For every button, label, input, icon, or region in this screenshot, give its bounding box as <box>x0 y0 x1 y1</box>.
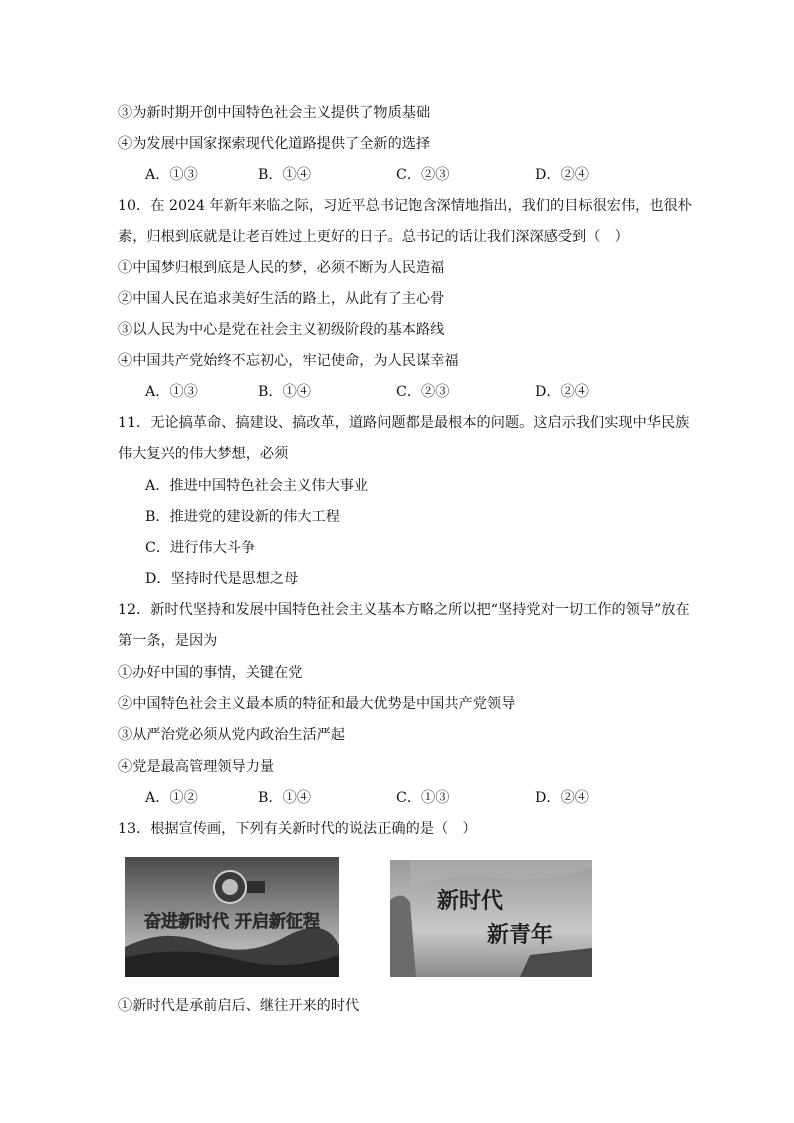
q9-option-d[interactable]: D．②④ <box>535 167 589 183</box>
poster-2-image <box>390 860 592 977</box>
q12-stem-line-2: 第一条，是因为 <box>118 633 218 649</box>
poster-2-line-2: 新青年 <box>486 923 554 948</box>
q10-item-3: ③以人民为中心是党在社会主义初级阶段的基本路线 <box>118 322 445 338</box>
q9-item-3: ③为新时期开创中国特色社会主义提供了物质基础 <box>118 105 431 121</box>
q12-option-d[interactable]: D．②④ <box>535 790 589 806</box>
q9-option-a[interactable]: A．①③ <box>145 167 198 183</box>
q10-item-2: ②中国人民在追求美好生活的路上，从此有了主心骨 <box>118 291 445 307</box>
q10-option-b[interactable]: B．①④ <box>258 384 311 400</box>
q12-item-3: ③从严治党必须从党内政治生活严起 <box>118 727 346 743</box>
poster-2-line-1: 新时代 <box>436 889 504 914</box>
q12-stem-line-1: 12．新时代坚持和发展中国特色社会主义基本方略之所以把“坚持党对一切工作的领导”放在 <box>118 602 690 618</box>
poster-1-slogan: 奋进新时代 开启新征程 <box>144 912 320 932</box>
q12-option-c[interactable]: C．①③ <box>396 790 450 806</box>
q9-option-c[interactable]: C．②③ <box>396 167 450 183</box>
q10-option-a[interactable]: A．①③ <box>145 384 198 400</box>
q10-item-1: ①中国梦归根到底是人民的梦，必须不断为人民造福 <box>118 260 445 276</box>
q11-option-a[interactable]: A．推进中国特色社会主义伟大事业 <box>145 478 369 494</box>
q12-option-b[interactable]: B．①④ <box>258 790 311 806</box>
q11-option-b[interactable]: B．推进党的建设新的伟大工程 <box>145 509 340 525</box>
q12-item-1: ①办好中国的事情，关键在党 <box>118 665 303 681</box>
q12-item-2: ②中国特色社会主义最本质的特征和最大优势是中国共产党领导 <box>118 696 516 712</box>
q12-option-a[interactable]: A．①② <box>145 790 198 806</box>
q9-item-4: ④为发展中国家探索现代化道路提供了全新的选择 <box>118 136 431 152</box>
q10-stem-line-1: 10．在 2024 年新年来临之际，习近平总书记饱含深情地指出，我们的目标很宏伟，也很朴 <box>118 198 692 214</box>
q11-stem-line-1: 11．无论搞革命、搞建设、搞改革，道路问题都是最根本的问题。这启示我们实现中华民族 <box>118 415 690 431</box>
q9-option-b[interactable]: B．①④ <box>258 167 311 183</box>
q11-stem-line-2: 伟大复兴的伟大梦想，必须 <box>118 446 289 462</box>
q11-option-c[interactable]: C．进行伟大斗争 <box>145 540 256 556</box>
poster-1-image <box>125 857 339 977</box>
q10-stem-line-2: 素，归根到底就是让老百姓过上更好的日子。总书记的话让我们深深感受到（ ） <box>118 229 629 245</box>
q13-item-1: ①新时代是承前启后、继往开来的时代 <box>118 998 360 1014</box>
q13-stem: 13．根据宣传画，下列有关新时代的说法正确的是（ ） <box>118 821 477 837</box>
q10-option-d[interactable]: D．②④ <box>535 384 589 400</box>
q11-option-d[interactable]: D．坚持时代是思想之母 <box>145 571 299 587</box>
q10-option-c[interactable]: C．②③ <box>396 384 450 400</box>
q12-item-4: ④党是最高管理领导力量 <box>118 759 275 775</box>
q10-item-4: ④中国共产党始终不忘初心，牢记使命，为人民谋幸福 <box>118 353 459 369</box>
